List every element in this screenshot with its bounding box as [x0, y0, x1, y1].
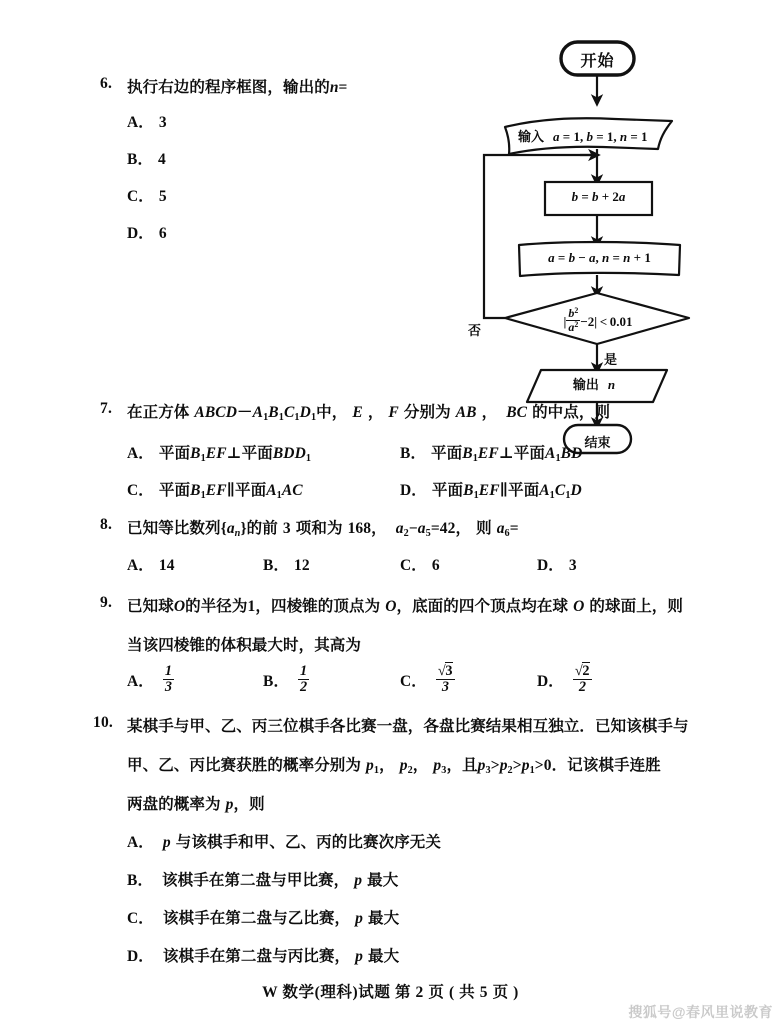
- question-7-number: 7.: [100, 400, 113, 417]
- flowchart-output-expr: n: [607, 377, 616, 392]
- option-letter: C．: [127, 482, 154, 499]
- question-7-stem: 在正方体 $ABCD-A_1B_1C_1D_1$中， E ， F 分别为 AB ， BC 的中点，则: [127, 404, 611, 423]
- question-9-stem-line-2: 当该四棱锥的体积最大时，其高为: [127, 637, 362, 654]
- question-7-option-d[interactable]: [400, 478, 582, 501]
- option-letter: C．: [127, 910, 154, 927]
- flowchart-input-node: [518, 126, 648, 145]
- flowchart-process1-expr: b = b + 2a: [571, 189, 626, 204]
- option-fraction: [163, 664, 174, 695]
- fraction-numerator: 1: [300, 663, 308, 679]
- question-6-option-a[interactable]: [127, 110, 167, 132]
- question-10-option-b[interactable]: [127, 868, 398, 890]
- option-text: 平面$B_1EF\parallel$平面$A_1AC$: [158, 482, 303, 501]
- option-letter: B．: [127, 872, 154, 889]
- question-10-stem-line-1: 某棋手与甲、乙、丙三位棋手各比赛一盘，各盘比赛结果相互独立．已知该棋手与: [127, 718, 689, 735]
- option-letter: A．: [127, 445, 154, 462]
- option-letter: A．: [127, 557, 154, 574]
- option-letter: D．: [127, 948, 154, 965]
- flowchart-process2-expr: a = b − a, n = n + 1: [548, 250, 651, 265]
- flowchart-end-label: 结束: [584, 435, 611, 450]
- option-text: 5: [158, 188, 167, 205]
- question-10-option-d[interactable]: [127, 944, 399, 966]
- flowchart-start-label: 开始: [580, 53, 615, 70]
- flowchart-output-node: [527, 374, 661, 393]
- question-6-stem-tail: =: [338, 79, 348, 96]
- option-letter: C．: [127, 188, 154, 205]
- question-9-option-d[interactable]: [537, 663, 592, 697]
- question-6-option-d[interactable]: [127, 221, 167, 243]
- option-text: 3: [568, 557, 577, 574]
- flowchart-output-label: 输出: [572, 377, 599, 392]
- option-letter: D．: [537, 673, 564, 691]
- flowchart-branch-no-label: 否: [468, 323, 482, 338]
- fraction-denominator: 3: [164, 679, 173, 696]
- option-fraction: [573, 664, 592, 695]
- option-text: 6: [158, 225, 167, 242]
- question-10-stem-line-3: 两盘的概率为 p，则: [127, 796, 265, 813]
- option-letter: A．: [127, 673, 154, 691]
- option-letter: B．: [400, 445, 427, 462]
- question-8-option-c[interactable]: [400, 553, 440, 575]
- flowchart-input-label: 输入: [518, 129, 545, 144]
- option-text: 该棋手在第二盘与甲比赛， p 最大: [162, 872, 399, 889]
- page-footer: W 数学(理科)试题 第 2 页 ( 共 5 页 ): [262, 984, 519, 1001]
- question-7-option-c[interactable]: [127, 478, 303, 501]
- option-letter: C．: [400, 673, 427, 691]
- question-6-stem-variable: n: [329, 79, 339, 96]
- fraction-numerator: √2: [573, 664, 592, 680]
- option-text: 该棋手在第二盘与丙比赛， p 最大: [162, 948, 400, 965]
- option-letter: C．: [400, 557, 427, 574]
- option-text: 14: [158, 557, 175, 574]
- option-letter: D．: [537, 557, 564, 574]
- fraction-denominator: 3: [441, 679, 450, 696]
- fraction-numerator: √3: [436, 664, 455, 680]
- question-8-option-a[interactable]: [127, 553, 175, 575]
- question-10-number: 10.: [93, 714, 113, 731]
- fraction-numerator: 1: [164, 663, 173, 679]
- option-letter: B．: [263, 557, 290, 574]
- option-text: 12: [294, 557, 310, 574]
- option-text: 平面$B_1EF\perp$平面$BDD_1$: [158, 445, 312, 464]
- fraction-denominator: 2: [578, 679, 587, 696]
- flowchart-decision-expr: | $\frac{b^2}{a^2}$ −2| < 0.01: [563, 306, 633, 334]
- question-10-stem-line-2: 甲、乙、丙比赛获胜的概率分别为 $p_1$， $p_2$， $p_3$，且$p_3>p_2>p_1>0$．记该棋手连胜: [127, 757, 661, 776]
- option-letter: A．: [127, 114, 154, 131]
- question-6-number: 6.: [100, 75, 113, 92]
- question-7-option-a[interactable]: [127, 441, 311, 464]
- question-7-option-b[interactable]: [400, 441, 582, 464]
- question-6-stem: [127, 75, 347, 97]
- option-letter: B．: [263, 673, 290, 691]
- question-8-option-b[interactable]: [263, 553, 310, 575]
- flowchart-branch-yes-label: 是: [604, 352, 618, 367]
- question-6-option-c[interactable]: [127, 184, 167, 206]
- option-text: 4: [158, 151, 166, 168]
- option-letter: D．: [127, 225, 154, 242]
- question-9-option-a[interactable]: [127, 663, 174, 697]
- option-letter: A．: [127, 834, 154, 851]
- option-fraction: [436, 664, 455, 695]
- program-flowchart: [468, 22, 708, 450]
- question-9-stem-line-1: 已知球O的半径为1，四棱锥的顶点为 O，底面的四个顶点均在球 O 的球面上，则: [127, 598, 683, 615]
- question-8-option-d[interactable]: [537, 553, 577, 575]
- question-9-number: 9.: [100, 594, 113, 611]
- option-text: 3: [158, 114, 167, 131]
- fraction-denominator: 2: [300, 679, 308, 696]
- option-text: 平面$B_1EF\parallel$平面$A_1C_1D$: [431, 482, 582, 501]
- question-8-number: 8.: [100, 516, 113, 533]
- option-letter: D．: [400, 482, 427, 499]
- question-6-option-b[interactable]: [127, 147, 166, 169]
- option-text: 6: [431, 557, 440, 574]
- flowchart-input-expr: a = 1, b = 1, n = 1: [553, 129, 648, 144]
- question-8-stem: 已知等比数列$\{a_n\}$的前 3 项和为 168， $a_2-a_5=42$， 则 $a_6=$: [127, 520, 519, 539]
- option-text: p 与该棋手和甲、乙、丙的比赛次序无关: [162, 834, 441, 851]
- question-10-option-c[interactable]: [127, 906, 399, 928]
- question-9-option-b[interactable]: [263, 663, 309, 697]
- option-fraction: [298, 664, 309, 695]
- question-10-option-a[interactable]: [127, 830, 441, 852]
- option-text: 该棋手在第二盘与乙比赛， p 最大: [162, 910, 400, 927]
- question-9-option-c[interactable]: [400, 663, 455, 697]
- option-letter: B．: [127, 151, 154, 168]
- watermark: 搜狐号@春风里说教育: [628, 1004, 773, 1020]
- option-text: 平面$B_1EF\perp$平面$A_1BD$: [431, 445, 583, 464]
- question-6-stem-text: 执行右边的程序框图，输出的: [127, 79, 330, 96]
